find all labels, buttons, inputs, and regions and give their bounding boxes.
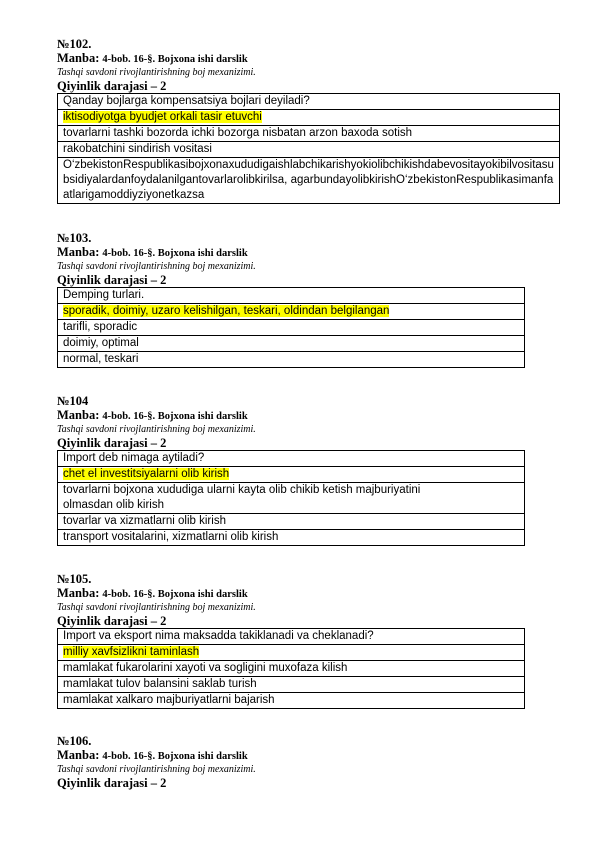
option-text: O‘zbekistonRespublikasibojxonaxududigaishlabchikarishyokiolibchikishdabevositayokibilvositasubsidiyalardanfoydalanilgantovarlarolibkirilsa, agarbundayolibkirishO‘zbekistonRespublikasimanfaatlarigamoddiyziyonetkazsa [58,158,560,204]
question-text: Demping turlari. [58,288,525,304]
question-text: Qanday bojlarga kompensatsiya bojlari deyiladi? [58,94,560,110]
option-row [58,514,525,530]
question-block-102 [57,37,557,204]
option-row [58,677,525,693]
option-text: tovarlarni bojxona xududiga ularni kayta olib chikib ketish majburiyatini olmasdan olib kirish [58,483,525,514]
source-ref: 4-bob. 16-§. Bojxona ishi darslik [102,54,248,65]
source-ref: 4-bob. 16-§. Bojxona ishi darslik [102,248,248,259]
answer-table [57,450,525,546]
option-row [58,661,525,677]
question-text: Import deb nimaga aytiladi? [58,451,525,467]
option-row [58,304,525,320]
question-number: №105. [57,572,92,586]
source-label: Manba: [57,51,100,65]
source-line [57,408,557,424]
option-text: normal, teskari [58,352,525,368]
topic-line: Tashqi savdoni rivojlantirishning boj mexanizimi. [57,261,256,272]
source-ref: 4-bob. 16-§. Bojxona ishi darslik [102,589,248,600]
option-row [58,530,525,546]
source-label: Manba: [57,748,100,762]
option-text: tarifli, sporadic [58,320,525,336]
source-line [57,245,557,261]
option-row [58,320,525,336]
difficulty-level: Qiyinlik darajasi – 2 [57,614,167,628]
option-text: tovarlarni tashki bozorda ichki bozorga nisbatan arzon baxoda sotish [58,126,560,142]
option-text: mamlakat tulov balansini saklab turish [58,677,525,693]
question-number: №106. [57,734,92,748]
correct-option: chet el investitsiyalarni olib kirish [63,468,230,480]
question-number: №104 [57,394,89,408]
option-row [58,142,560,158]
source-ref: 4-bob. 16-§. Bojxona ishi darslik [102,411,248,422]
option-row [58,483,525,514]
option-text: mamlakat xalkaro majburiyatlarni bajarish [58,693,525,709]
question-block-106 [57,734,557,790]
source-line [57,748,557,764]
option-row [58,336,525,352]
option-row [58,645,525,661]
option-row [58,158,560,204]
question-text: Import va eksport nima maksadda takiklanadi va cheklanadi? [58,629,525,645]
correct-option: sporadik, doimiy, uzaro kelishilgan, teskari, oldindan belgilangan [63,305,390,317]
source-line [57,586,557,602]
difficulty-level: Qiyinlik darajasi – 2 [57,436,167,450]
source-ref: 4-bob. 16-§. Bojxona ishi darslik [102,751,248,762]
answer-table [57,93,560,204]
option-row [58,693,525,709]
answer-table [57,628,525,709]
correct-option: milliy xavfsizlikni taminlash [63,646,200,658]
question-row [58,288,525,304]
question-row [58,629,525,645]
option-row [58,110,560,126]
source-label: Manba: [57,408,100,422]
option-text: rakobatchini sindirish vositasi [58,142,560,158]
topic-line: Tashqi savdoni rivojlantirishning boj mexanizimi. [57,764,256,775]
question-number: №102. [57,37,92,51]
option-row [58,126,560,142]
option-row [58,352,525,368]
difficulty-level: Qiyinlik darajasi – 2 [57,776,167,790]
topic-line: Tashqi savdoni rivojlantirishning boj mexanizimi. [57,67,256,78]
source-label: Manba: [57,586,100,600]
option-text: doimiy, optimal [58,336,525,352]
source-line [57,51,557,67]
option-text: mamlakat fukarolarini xayoti va sogligini muxofaza kilish [58,661,525,677]
answer-table [57,287,525,368]
question-row [58,451,525,467]
option-text: tovarlar va xizmatlarni olib kirish [58,514,525,530]
question-row [58,94,560,110]
option-row [58,467,525,483]
topic-line: Tashqi savdoni rivojlantirishning boj mexanizimi. [57,602,256,613]
difficulty-level: Qiyinlik darajasi – 2 [57,273,167,287]
question-block-105 [57,572,557,709]
topic-line: Tashqi savdoni rivojlantirishning boj mexanizimi. [57,424,256,435]
correct-option: iktisodiyotga byudjet orkali tasir etuvchi [63,111,262,123]
option-text: transport vositalarini, xizmatlarni olib kirish [58,530,525,546]
question-block-104 [57,394,557,546]
source-label: Manba: [57,245,100,259]
difficulty-level: Qiyinlik darajasi – 2 [57,79,167,93]
question-number: №103. [57,231,92,245]
question-block-103 [57,231,557,368]
